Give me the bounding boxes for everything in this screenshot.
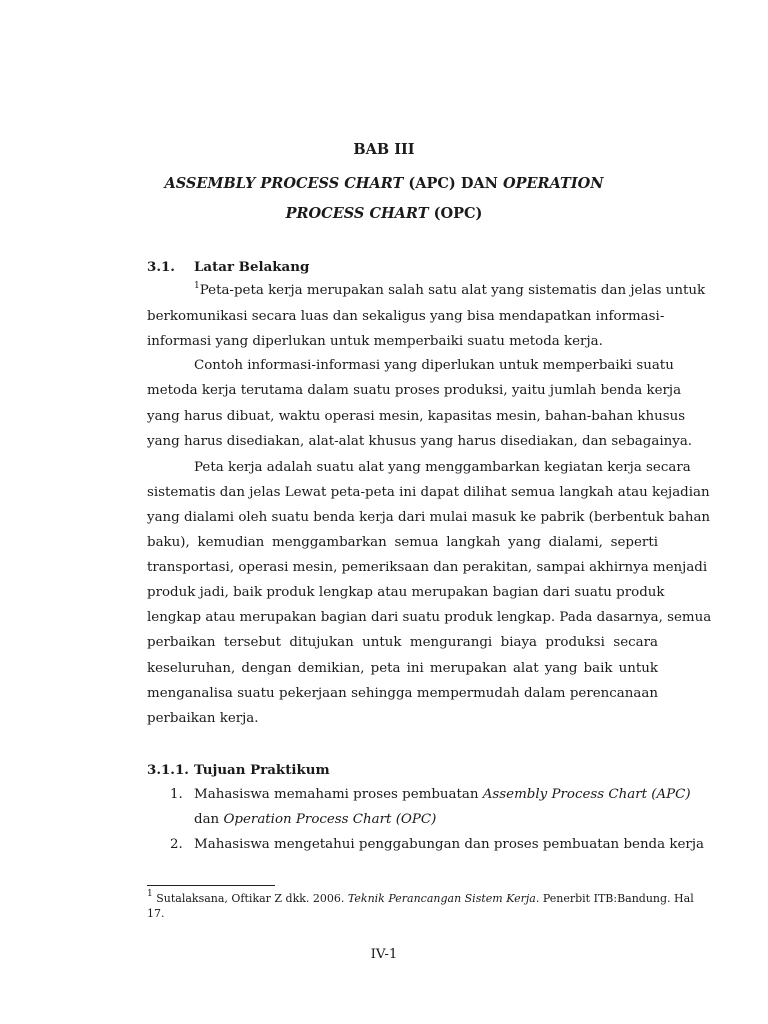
para1-line: $^1$Peta-peta kerja merupakan salah satu alat yang sistematis dan jelas untuk <box>194 281 706 298</box>
page-number: IV-1 <box>370 947 398 962</box>
title-end: (OPC) <box>428 205 483 222</box>
para2-line: metoda kerja terutama dalam suatu proses produksi, yaitu jumlah benda kerja <box>147 383 682 398</box>
chapter-title-line1 <box>0 175 768 192</box>
italic-opc: Operation Process Chart (OPC) <box>223 812 437 827</box>
para3-line: yang dialami oleh suatu benda kerja dari mulai masuk ke pabrik (berbentuk bahan <box>147 510 711 525</box>
list-item-text-cont: dan Operation Process Chart (OPC) <box>194 812 437 827</box>
para3-line: perbaikan kerja. <box>147 711 259 726</box>
title-italic-process-chart: PROCESS CHART <box>285 205 429 222</box>
para3-line: menganalisa suatu pekerjaan sehingga mempermudah dalam perencanaan <box>147 686 658 701</box>
footnote-rule <box>147 885 275 886</box>
section-title: Latar Belakang <box>194 259 310 275</box>
title-italic-operation: OPERATION <box>502 175 604 192</box>
subsection-title: Tujuan Praktikum <box>194 762 330 778</box>
para1-line: informasi yang diperlukan untuk memperbaiki suatu metoda kerja. <box>147 334 603 349</box>
para3-line: produk jadi, baik produk lengkap atau merupakan bagian dari suatu produk <box>147 585 665 600</box>
para2-line: yang harus disediakan, alat-alat khusus yang harus disediakan, dan sebagainya. <box>147 434 693 449</box>
title-mid: (APC) DAN <box>403 175 503 192</box>
list-item-text: Mahasiswa memahami proses pembuatan Assembly Process Chart (APC) <box>194 787 691 802</box>
para3-line: sistematis dan jelas Lewat peta-peta ini dapat dilihat semua langkah atau kejadian <box>147 485 710 500</box>
section-number: 3.1. <box>147 259 175 275</box>
para3-line: transportasi, operasi mesin, pemeriksaan dan perakitan, sampai akhirnya menjadi <box>147 560 708 575</box>
para3-line: perbaikan tersebut ditujukan untuk mengurangi biaya produksi secara <box>147 635 658 650</box>
list-item-text: Mahasiswa mengetahui penggabungan dan proses pembuatan benda kerja <box>194 837 704 852</box>
chapter-title-line2 <box>0 205 768 222</box>
subsection-number: 3.1.1. <box>147 762 189 778</box>
para2-line: Contoh informasi-informasi yang diperlukan untuk memperbaiki suatu <box>194 358 674 373</box>
para3-line: lengkap atau merupakan bagian dari suatu produk lengkap. Pada dasarnya, semua <box>147 610 712 625</box>
list-item-number: 1. <box>170 787 183 802</box>
footnote-line: 17. <box>147 907 165 920</box>
title-italic-apc: ASSEMBLY PROCESS CHART <box>164 175 404 192</box>
para3-line: baku), kemudian menggambarkan semua langkah yang dialami, seperti <box>147 535 658 550</box>
footnote-ref: 1 <box>194 281 200 291</box>
footnote-book-title: Teknik Perancangan Sistem Kerja. <box>347 892 540 905</box>
para2-line: yang harus dibuat, waktu operasi mesin, kapasitas mesin, bahan-bahan khusus <box>147 409 686 424</box>
para3-line: keseluruhan, dengan demikian, peta ini merupakan alat yang baik untuk <box>147 661 658 676</box>
chapter-heading: BAB III <box>353 141 415 158</box>
list-item-number: 2. <box>170 837 183 852</box>
footnote-line: $^1$ Sutalaksana, Oftikar Z dkk. 2006. Teknik Perancangan Sistem Kerja. Penerbit ITB:Bandung. Hal <box>147 889 694 905</box>
para3-line: Peta kerja adalah suatu alat yang menggambarkan kegiatan kerja secara <box>194 460 691 475</box>
para1-line: berkomunikasi secara luas dan sekaligus yang bisa mendapatkan informasi- <box>147 309 665 324</box>
italic-apc: Assembly Process Chart (APC) <box>482 787 691 802</box>
